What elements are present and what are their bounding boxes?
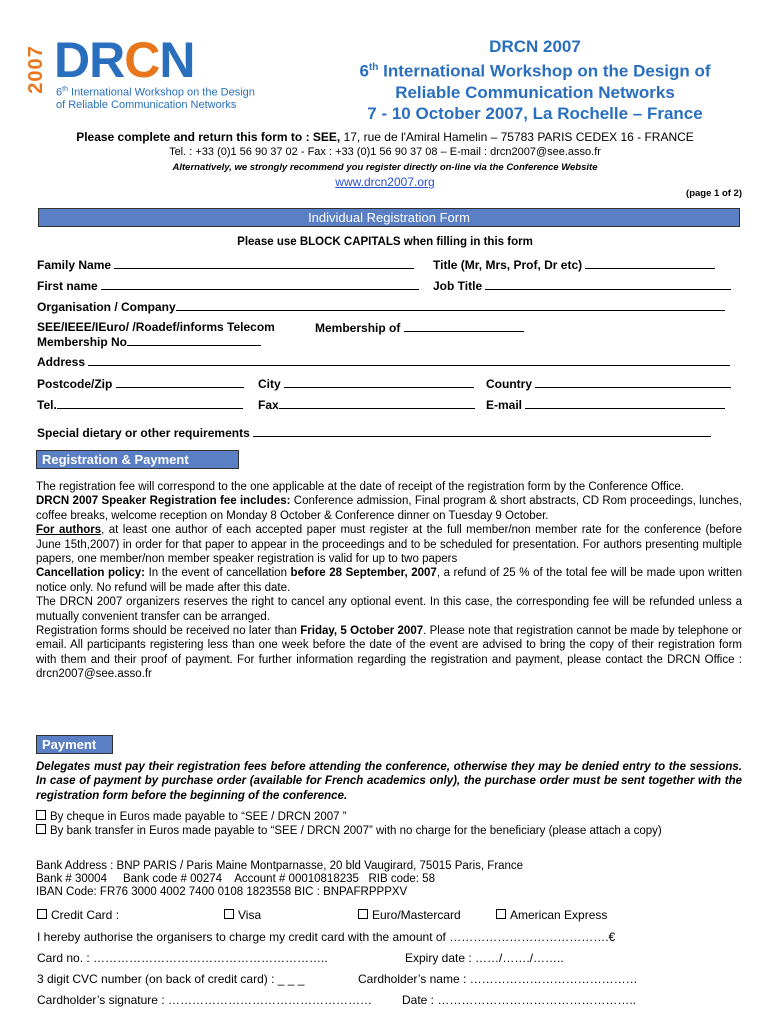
payment-tag <box>36 735 113 754</box>
card-number-field[interactable]: Card no. : ………………………………………………….. <box>37 951 328 965</box>
bank-codes: Bank # 30004 Bank code # 00274 Account # 00010818235 RIB code: 58 <box>36 873 435 885</box>
logo-word-a: DR <box>54 32 125 88</box>
membership-org-label: SEE/IEEE/IEuro/ /Roadef/informs Telecom <box>37 320 275 334</box>
checkbox-cheque[interactable] <box>36 810 46 820</box>
bank-transfer-option[interactable]: By bank transfer in Euros made payable to “SEE / DRCN 2007” with no charge for the beneficiary (please attach a copy) <box>36 824 742 838</box>
logo-subtitle-2: of Reliable Communication Networks <box>56 99 237 111</box>
tel-field[interactable]: Tel. <box>37 397 243 412</box>
registration-p6: Registration forms should be received no later than Friday, 5 October 2007. Please note that registration cannot be made by telephone or email. All participants registering less than one week before the date of the event are advised to bring the copy of their registration form with them and their proof of payment. For further information regarding the registration and payment, please contact the DRCN Office : drcn2007@see.asso.fr <box>36 625 742 681</box>
membership-of-field[interactable]: Membership of <box>315 320 524 335</box>
header-line-3: Reliable Communication Networks <box>395 82 675 102</box>
dietary-field[interactable]: Special dietary or other requirements <box>37 425 711 440</box>
registration-p2: DRCN 2007 Speaker Registration fee includes: Conference admission, Final program & short abstracts, CD Rom proceedings, lunches, coffee breaks, welcome reception on Monday 8 October & Conference dinner on Tuesday 9 October. <box>36 495 742 522</box>
email-field[interactable]: E-mail <box>486 397 725 412</box>
card-credit-option[interactable]: Credit Card : <box>37 908 119 922</box>
city-field[interactable]: City <box>258 376 474 391</box>
date-field[interactable]: Date : ………………………………………….. <box>402 993 637 1007</box>
logo-wordmark <box>54 34 194 86</box>
logo-subtitle-1: 6th International Workshop on the Design <box>56 86 255 99</box>
website-link[interactable]: www.drcn2007.org <box>335 175 435 189</box>
checkbox-bank-transfer[interactable] <box>36 824 46 834</box>
payment-warning: Delegates must pay their registration fees before attending the conference, otherwise they may be denied entry to the sessions. In case of payment by purchase order (available for French academics only), the purchase order must be sent together with the registration form before the beginning of the conference. <box>36 761 742 802</box>
checkbox-amex[interactable] <box>496 909 506 919</box>
header-line-1: DRCN 2007 <box>489 37 581 56</box>
online-note: Alternatively, we strongly recommend you register directly on-line via the Conference Website <box>172 162 598 173</box>
header-line-4: 7 - 10 October 2007, La Rochelle – France <box>367 103 703 123</box>
registration-text <box>36 480 742 682</box>
title-field[interactable]: Title (Mr, Mrs, Prof, Dr etc) <box>433 257 715 272</box>
fax-field[interactable]: Fax <box>258 397 475 412</box>
payment-options <box>36 810 742 839</box>
page-number: (page 1 of 2) <box>686 188 742 199</box>
cardholder-name-field[interactable]: Cardholder’s name : …………………………………… <box>358 972 638 986</box>
form-title-band <box>38 208 740 227</box>
registration-p5: The DRCN 2007 organizers reserves the right to cancel any optional event. In this case, the corresponding fee will be refunded unless a mutually convenient transfer can be arranged. <box>36 596 742 623</box>
membership-no-field[interactable]: Membership No <box>37 334 261 349</box>
header-line-2: 6th International Workshop on the Design of <box>359 61 711 81</box>
card-visa-option[interactable]: Visa <box>224 908 261 922</box>
logo-word-b: N <box>159 32 195 88</box>
first-name-field[interactable]: First name <box>37 278 419 293</box>
bank-address: Bank Address : BNP PARIS / Paris Maine Montparnasse, 20 bld Vaugirard, 75015 Paris, France <box>36 860 524 872</box>
bank-details <box>36 860 742 899</box>
card-amex-option[interactable]: American Express <box>496 908 607 922</box>
form-title: Individual Registration Form <box>308 210 470 225</box>
card-euro-option[interactable]: Euro/Mastercard <box>358 908 461 922</box>
checkbox-visa[interactable] <box>224 909 234 919</box>
family-name-field[interactable]: Family Name <box>37 257 414 272</box>
logo-word-o: C <box>124 32 160 88</box>
cheque-option[interactable]: By cheque in Euros made payable to “SEE / DRCN 2007 ” <box>36 810 742 824</box>
return-address: Please complete and return this form to : SEE, 17, rue de l'Amiral Hamelin – 75783 PARIS CEDEX 16 - FRANCE <box>76 130 694 144</box>
payment-title: Payment <box>42 737 97 752</box>
drcn-logo <box>24 32 290 111</box>
checkbox-euromastercard[interactable] <box>358 909 368 919</box>
job-title-field[interactable]: Job Title <box>433 278 731 293</box>
logo-year <box>24 36 52 106</box>
cardholder-signature-field[interactable]: Cardholder’s signature : …………………………………………… <box>37 993 372 1007</box>
registration-p1: The registration fee will correspond to the one applicable at the date of receipt of the registration form by the Conference Office. <box>36 481 684 493</box>
checkbox-credit-card[interactable] <box>37 909 47 919</box>
registration-p4: Cancellation policy: In the event of cancellation before 28 September, 2007, a refund of 25 % of the total fee will be made upon written notice only. No refund will be made after this date. <box>36 567 743 594</box>
cvc-field[interactable]: 3 digit CVC number (on back of credit card) : _ _ _ <box>37 972 305 986</box>
registration-payment-tag <box>36 450 239 469</box>
country-field[interactable]: Country <box>486 376 731 391</box>
conference-title <box>320 36 750 124</box>
authorise-amount-field[interactable]: I hereby authorise the organisers to charge my credit card with the amount of ………………………………….€ <box>37 930 616 944</box>
contact-line: Tel. : +33 (0)1 56 90 37 02 - Fax : +33 (0)1 56 90 37 08 – E-mail : drcn2007@see.asso.fr <box>169 146 601 158</box>
logo-year-text: 2007 <box>24 45 47 94</box>
address-field[interactable]: Address <box>37 354 730 369</box>
registration-payment-title: Registration & Payment <box>42 452 189 467</box>
expiry-date-field[interactable]: Expiry date : ……/……./…….. <box>405 951 564 965</box>
iban-code: IBAN Code: FR76 3000 4002 7400 0108 1823558 BIC : BNPAFRPPPXV <box>36 886 408 898</box>
form-instruction: Please use BLOCK CAPITALS when filling in this form <box>237 236 533 248</box>
postcode-field[interactable]: Postcode/Zip <box>37 376 244 391</box>
registration-p3: For authors, at least one author of each accepted paper must register at the full member/non member rate for the conference (before June 15th,2007) in order for that paper to appear in the proceedings and to be scheduled for presentation. For authors presenting multiple papers, one member/non member speaker registration is valid for up to two papers <box>36 524 742 566</box>
organisation-field[interactable]: Organisation / Company <box>37 299 725 314</box>
